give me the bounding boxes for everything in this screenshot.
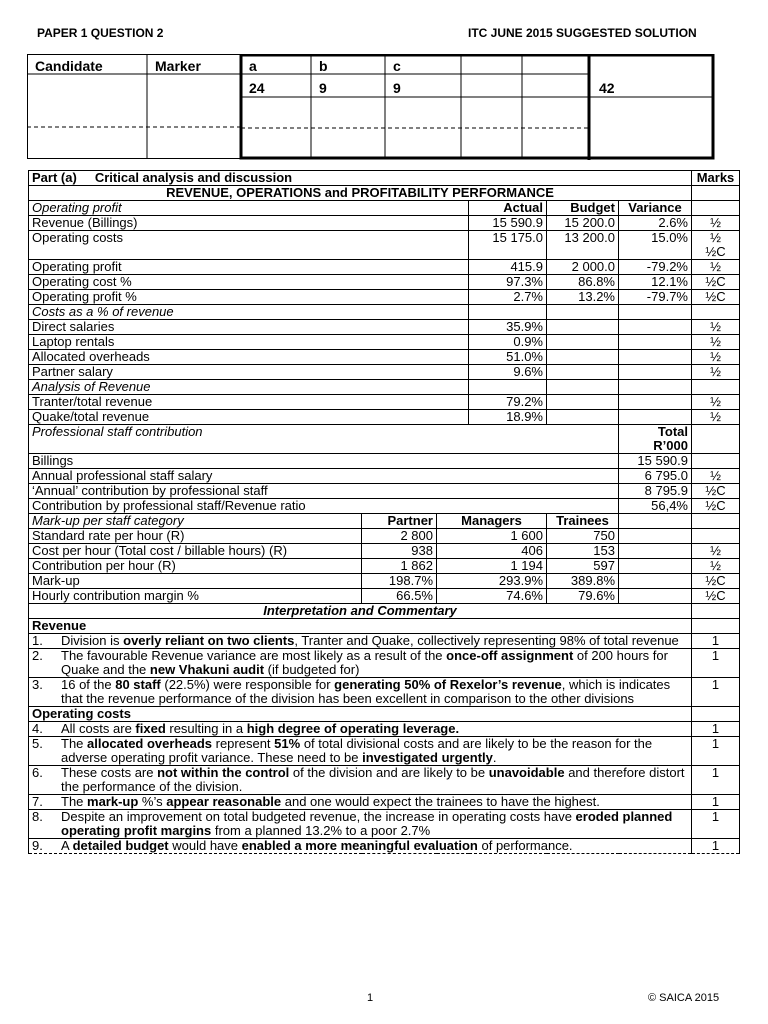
marker-label: Marker: [155, 58, 201, 74]
marks-value: ½C: [692, 574, 740, 589]
row-label: Operating cost %: [29, 275, 469, 290]
section-title: REVENUE, OPERATIONS and PROFITABILITY PERFORMANCE: [29, 186, 692, 201]
part-label: Part (a): [32, 170, 77, 185]
total-header: [619, 425, 692, 454]
marks-value: ½C: [692, 499, 740, 514]
marks-value: 1: [692, 795, 740, 810]
item-text: [61, 795, 688, 809]
part-b-score: 9: [319, 80, 327, 96]
part-a-score: 24: [249, 80, 265, 96]
budget-value: 13 200.0: [547, 231, 619, 260]
cell: [547, 395, 619, 410]
commentary-item: [29, 795, 692, 810]
marks-value: [692, 275, 740, 290]
item-body: [32, 737, 688, 765]
operating-costs-item: [29, 766, 740, 795]
row-label: Contribution by professional staff/Revenue ratio: [29, 499, 619, 514]
candidate-label: Candidate: [35, 58, 103, 74]
row-label: Direct salaries: [29, 320, 469, 335]
cell: [547, 380, 619, 395]
bold-text: mark-up: [87, 794, 139, 809]
cell: [619, 350, 692, 365]
managers-value: 1 194: [437, 559, 547, 574]
budget-value: 86.8%: [547, 275, 619, 290]
item-body: [32, 766, 688, 794]
marks-text: ½: [710, 230, 721, 245]
operating-profit-row: [29, 216, 740, 231]
managers-header: Managers: [437, 514, 547, 529]
commentary-item: [29, 810, 692, 839]
cell: [619, 514, 692, 529]
text: and therefore distort the performance of the division.: [61, 765, 685, 794]
part-c-label: c: [393, 58, 401, 74]
item-body: [32, 678, 688, 706]
bold-text: high degree of operating leverage.: [246, 721, 460, 736]
markup-row: [29, 544, 740, 559]
staff-heading-row: [29, 425, 740, 454]
bold-text: overly reliant on two clients: [123, 633, 295, 648]
text: Despite an improvement on total budgeted revenue, the increase in operating costs have: [61, 809, 576, 824]
marks-text: ½C: [705, 274, 726, 289]
bold-text: fixed: [135, 721, 166, 736]
operating-costs-heading-row: [29, 707, 740, 722]
operating-costs-heading: Operating costs: [29, 707, 692, 722]
operating-costs-item: [29, 795, 740, 810]
bold-text: unavoidable: [488, 765, 565, 780]
bold-text: not within the control: [157, 765, 290, 780]
actual-value: 415.9: [469, 260, 547, 275]
variance-value: -79.2%: [619, 260, 692, 275]
marks-value: [692, 231, 740, 260]
trainees-header: Trainees: [547, 514, 619, 529]
row-label: Hourly contribution margin %: [29, 589, 362, 604]
interpretation-heading: Interpretation and Commentary: [29, 604, 692, 619]
subtitle-row: [29, 186, 740, 201]
operating-costs-item: [29, 737, 740, 766]
marks-value: [692, 216, 740, 231]
operating-costs-item: [29, 810, 740, 839]
actual-header: Actual: [469, 201, 547, 216]
marks-cell: [692, 707, 740, 722]
marks-value: ½: [692, 320, 740, 335]
item-number: 4.: [32, 721, 43, 736]
bold-text: once-off assignment: [446, 648, 574, 663]
part-b-label: b: [319, 58, 328, 74]
actual-value: 15 175.0: [469, 231, 547, 260]
markup-heading: Mark-up per staff category: [29, 514, 362, 529]
row-label: Quake/total revenue: [29, 410, 469, 425]
row-label: Standard rate per hour (R): [29, 529, 362, 544]
budget-header: Budget: [547, 201, 619, 216]
actual-value: 15 590.9: [469, 216, 547, 231]
item-text: [61, 839, 688, 853]
costs-heading: Costs as a % of revenue: [29, 305, 469, 320]
bold-text: allocated overheads: [87, 736, 213, 751]
marks-value: 1: [692, 810, 740, 839]
marks-text: ½C: [705, 289, 726, 304]
cell: [619, 410, 692, 425]
marks-value: 1: [692, 678, 740, 707]
partner-value: 1 862: [362, 559, 437, 574]
item-text: [61, 737, 688, 765]
item-text: [61, 766, 688, 794]
value: 35.9%: [469, 320, 547, 335]
text: (22.5%) were responsible for: [160, 677, 335, 692]
value: 18.9%: [469, 410, 547, 425]
revenue-item: [29, 634, 740, 649]
cell: [619, 320, 692, 335]
bold-text: detailed budget: [72, 838, 169, 853]
budget-value: 2 000.0: [547, 260, 619, 275]
marks-value: ½: [692, 365, 740, 380]
costs-row: [29, 335, 740, 350]
marks-text: ½: [710, 215, 721, 230]
revenue-analysis-heading: Analysis of Revenue: [29, 380, 469, 395]
commentary-item: [29, 839, 692, 854]
row-label: Laptop rentals: [29, 335, 469, 350]
page-number: 1: [367, 992, 374, 1004]
markup-row: [29, 559, 740, 574]
marks-value: 1: [692, 839, 740, 854]
text: from a planned 13.2% to a poor 2.7%: [211, 823, 431, 838]
operating-profit-row: [29, 260, 740, 275]
item-body: [32, 649, 688, 677]
text: 16 of the: [61, 677, 116, 692]
commentary-item: [29, 737, 692, 766]
text: A: [61, 838, 73, 853]
costs-row: [29, 350, 740, 365]
marks-cell: [692, 380, 740, 395]
row-label: Allocated overheads: [29, 350, 469, 365]
partner-value: 66.5%: [362, 589, 437, 604]
item-number: 7.: [32, 794, 43, 809]
marks-value: ½C: [692, 589, 740, 604]
revenue-heading-row: [29, 619, 740, 634]
total-value: 56,4%: [619, 499, 692, 514]
cell: [469, 380, 547, 395]
commentary-item: [29, 634, 692, 649]
marks-value: [692, 454, 740, 469]
managers-value: 406: [437, 544, 547, 559]
markup-row: [29, 529, 740, 544]
item-body: [32, 722, 688, 736]
cell: [619, 305, 692, 320]
text: (if budgeted for): [264, 662, 360, 677]
text: %’s: [138, 794, 167, 809]
text: of total divisional costs and are likely to be the reason for the adverse operating profit variance. These need to be: [61, 736, 653, 765]
header-left: PAPER 1 QUESTION 2: [37, 26, 164, 40]
marks-cell: [692, 619, 740, 634]
score-box: [27, 54, 715, 160]
header-right: ITC JUNE 2015 SUGGESTED SOLUTION: [468, 26, 697, 40]
markup-heading-row: [29, 514, 740, 529]
marks-value: 1: [692, 634, 740, 649]
copyright: © SAICA 2015: [648, 992, 720, 1004]
marks-value: ½: [692, 544, 740, 559]
item-number: 1.: [32, 633, 43, 648]
part-header-row: [29, 171, 740, 186]
item-number: 2.: [32, 648, 43, 663]
text: would have: [168, 838, 242, 853]
managers-value: 1 600: [437, 529, 547, 544]
staff-heading: Professional staff contribution: [29, 425, 619, 454]
total-value: 6 795.0: [619, 469, 692, 484]
text: represent: [212, 736, 275, 751]
marks-value: 1: [692, 722, 740, 737]
trainees-value: 597: [547, 559, 619, 574]
marks-cell: [692, 305, 740, 320]
total-label: Total: [657, 424, 688, 439]
cell: [619, 589, 692, 604]
item-number: 9.: [32, 838, 43, 853]
commentary-item: [29, 678, 692, 707]
value: 0.9%: [469, 335, 547, 350]
value: 79.2%: [469, 395, 547, 410]
text: of the division and are likely to be: [289, 765, 489, 780]
marks-value: ½: [692, 350, 740, 365]
solution-table: [28, 170, 740, 854]
cell: [547, 305, 619, 320]
text: The: [61, 794, 88, 809]
marks-text: ½C: [705, 244, 726, 259]
trainees-value: 389.8%: [547, 574, 619, 589]
item-number: 6.: [32, 765, 43, 780]
item-text: [61, 722, 688, 736]
row-label: Operating costs: [29, 231, 469, 260]
text: These costs are: [61, 765, 158, 780]
marks-text: ½: [710, 259, 721, 274]
value: 51.0%: [469, 350, 547, 365]
trainees-value: 153: [547, 544, 619, 559]
partner-value: 938: [362, 544, 437, 559]
text: resulting in a: [165, 721, 247, 736]
item-text: [61, 649, 688, 677]
row-label: Billings: [29, 454, 619, 469]
commentary-item: [29, 766, 692, 795]
item-body: [32, 634, 688, 648]
bold-text: eroded planned operating profit margins: [61, 809, 673, 838]
marks-cell: [692, 604, 740, 619]
row-label: Mark-up: [29, 574, 362, 589]
markup-row: [29, 574, 740, 589]
text: .: [492, 750, 497, 765]
value: 9.6%: [469, 365, 547, 380]
marks-cell: [692, 186, 740, 201]
commentary-item: [29, 649, 692, 678]
revenue-item: [29, 678, 740, 707]
marks-cell: [692, 425, 740, 454]
interpretation-heading-row: [29, 604, 740, 619]
bold-text: 51%: [274, 736, 301, 751]
item-text: [61, 810, 688, 838]
cell: [619, 574, 692, 589]
revenue-analysis-row: [29, 395, 740, 410]
budget-value: 13.2%: [547, 290, 619, 305]
markup-row: [29, 589, 740, 604]
row-label: Partner salary: [29, 365, 469, 380]
cell: [547, 320, 619, 335]
managers-value: 74.6%: [437, 589, 547, 604]
cell: [619, 380, 692, 395]
total-score: 42: [599, 80, 615, 96]
operating-profit-row: [29, 275, 740, 290]
marks-value: 1: [692, 766, 740, 795]
part-a-label: a: [249, 58, 257, 74]
row-label: Revenue (Billings): [29, 216, 469, 231]
item-text: [61, 634, 688, 648]
cell: [547, 410, 619, 425]
row-label: Tranter/total revenue: [29, 395, 469, 410]
text: of performance.: [477, 838, 573, 853]
operating-profit-heading: Operating profit: [29, 201, 469, 216]
cell: [619, 335, 692, 350]
total-value: 8 795.9: [619, 484, 692, 499]
variance-value: 2.6%: [619, 216, 692, 231]
part-heading: [29, 171, 692, 186]
score-box-lines: [27, 54, 715, 160]
row-label: Annual professional staff salary: [29, 469, 619, 484]
marks-value: ½: [692, 469, 740, 484]
cell: [619, 365, 692, 380]
variance-value: 15.0%: [619, 231, 692, 260]
marks-value: ½: [692, 335, 740, 350]
marks-value: 1: [692, 649, 740, 678]
cell: [619, 395, 692, 410]
bold-text: 80 staff: [115, 677, 161, 692]
variance-value: 12.1%: [619, 275, 692, 290]
row-label: Operating profit: [29, 260, 469, 275]
cell: [619, 544, 692, 559]
text: , Tranter and Quake, collectively representing 98% of total revenue: [294, 633, 679, 648]
marks-value: [692, 529, 740, 544]
cell: [547, 335, 619, 350]
marks-value: [692, 260, 740, 275]
operating-profit-header: [29, 201, 740, 216]
cell: [547, 365, 619, 380]
staff-row: [29, 499, 740, 514]
row-label: Contribution per hour (R): [29, 559, 362, 574]
commentary-item: [29, 722, 692, 737]
actual-value: 2.7%: [469, 290, 547, 305]
item-number: 5.: [32, 736, 43, 751]
partner-value: 198.7%: [362, 574, 437, 589]
marks-value: ½: [692, 559, 740, 574]
actual-value: 97.3%: [469, 275, 547, 290]
item-body: [32, 810, 688, 838]
revenue-item: [29, 649, 740, 678]
cell: [547, 350, 619, 365]
cell: [469, 305, 547, 320]
revenue-analysis-row: [29, 410, 740, 425]
row-label: Operating profit %: [29, 290, 469, 305]
marks-value: ½: [692, 410, 740, 425]
trainees-value: 79.6%: [547, 589, 619, 604]
marks-cell: [692, 514, 740, 529]
text: The favourable Revenue variance are most likely as a result of the: [61, 648, 447, 663]
text: Division is: [61, 633, 124, 648]
bold-text: investigated urgently: [362, 750, 493, 765]
marks-header: Marks: [692, 171, 740, 186]
item-number: 8.: [32, 809, 43, 824]
bold-text: appear reasonable: [166, 794, 282, 809]
marks-value: 1: [692, 737, 740, 766]
operating-costs-item: [29, 839, 740, 854]
staff-row: [29, 454, 740, 469]
costs-row: [29, 320, 740, 335]
item-body: [32, 795, 688, 809]
operating-costs-item: [29, 722, 740, 737]
text: of 200 hours for Quake and the: [61, 648, 668, 677]
variance-header: Variance: [619, 201, 692, 216]
partner-value: 2 800: [362, 529, 437, 544]
part-title: Critical analysis and discussion: [94, 170, 293, 185]
operating-profit-row: [29, 231, 740, 260]
marks-value: ½C: [692, 484, 740, 499]
budget-value: 15 200.0: [547, 216, 619, 231]
marks-value: ½: [692, 395, 740, 410]
total-value: 15 590.9: [619, 454, 692, 469]
text: , which is indicates that the revenue performance of the division has been excellent in comparison to the other divisions: [61, 677, 671, 706]
row-label: Cost per hour (Total cost / billable hours) (R): [29, 544, 362, 559]
cell: [619, 559, 692, 574]
item-body: [32, 839, 688, 853]
managers-value: 293.9%: [437, 574, 547, 589]
item-number: 3.: [32, 677, 43, 692]
costs-heading-row: [29, 305, 740, 320]
bold-text: generating 50% of Rexelor’s revenue: [334, 677, 562, 692]
variance-value: -79.7%: [619, 290, 692, 305]
staff-row: [29, 469, 740, 484]
item-text: [61, 678, 688, 706]
bold-text: new Vhakuni audit: [149, 662, 265, 677]
trainees-value: 750: [547, 529, 619, 544]
bold-text: enabled a more meaningful evaluation: [241, 838, 478, 853]
part-c-score: 9: [393, 80, 401, 96]
partner-header: Partner: [362, 514, 437, 529]
costs-row: [29, 365, 740, 380]
marks-value: [692, 290, 740, 305]
text: The: [61, 736, 88, 751]
text: All costs are: [61, 721, 136, 736]
revenue-analysis-heading-row: [29, 380, 740, 395]
staff-row: [29, 484, 740, 499]
cell: [619, 529, 692, 544]
operating-profit-row: [29, 290, 740, 305]
text: and one would expect the trainees to have the highest.: [281, 794, 600, 809]
marks-cell: [692, 201, 740, 216]
row-label: ‘Annual’ contribution by professional staff: [29, 484, 619, 499]
revenue-heading: Revenue: [29, 619, 692, 634]
unit-label: R’000: [653, 438, 688, 453]
